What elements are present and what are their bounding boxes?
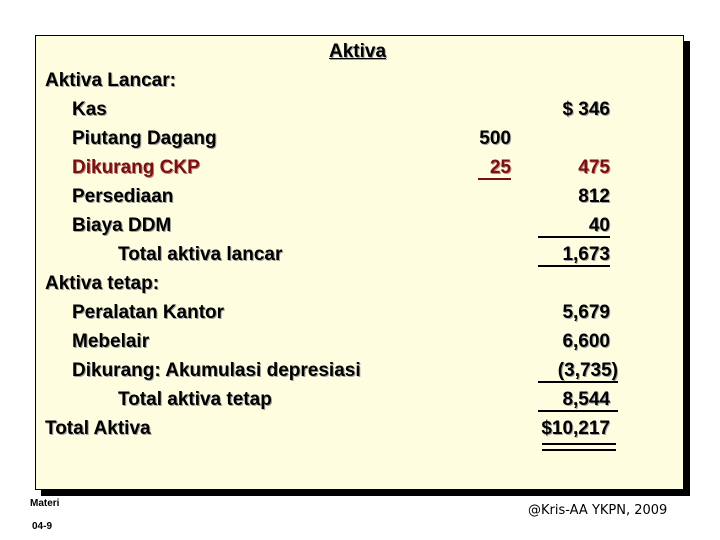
footer-credit: @Kris-AA YKPN, 2009 bbox=[528, 503, 668, 518]
akumulasi-underline bbox=[538, 381, 618, 383]
row-total-biaya-ddm: 40 bbox=[588, 215, 610, 236]
row-label-ckp: Dikurang CKP bbox=[72, 157, 200, 178]
row-label-biaya-ddm: Biaya DDM bbox=[72, 215, 172, 236]
section-header-current-assets: Aktiva Lancar: bbox=[45, 70, 176, 91]
row-total-mebelair: 6,600 bbox=[562, 331, 610, 352]
row-total-total-aktiva: $10,217 bbox=[541, 418, 610, 439]
row-total-total-lancar: 1,673 bbox=[562, 244, 610, 265]
row-label-total-lancar: Total aktiva lancar bbox=[118, 244, 283, 265]
row-total-total-tetap: 8,544 bbox=[562, 389, 610, 410]
total-aktiva-double-underline-top bbox=[542, 443, 616, 445]
section-header-fixed-assets: Aktiva tetap: bbox=[45, 273, 160, 294]
page-title: Aktiva bbox=[329, 41, 387, 62]
row-total-peralatan: 5,679 bbox=[562, 302, 610, 323]
row-label-mebelair: Mebelair bbox=[72, 331, 150, 352]
row-total-kas: $ 346 bbox=[562, 99, 610, 120]
footer-materi: Materi bbox=[30, 498, 60, 509]
row-col1-ckp: 25 bbox=[489, 157, 511, 178]
biaya-ddm-underline bbox=[538, 236, 610, 238]
row-total-ckp: 475 bbox=[578, 157, 610, 178]
row-label-total-tetap: Total aktiva tetap bbox=[118, 389, 272, 410]
total-lancar-underline bbox=[538, 265, 610, 267]
ckp-underline bbox=[478, 178, 511, 180]
row-label-peralatan: Peralatan Kantor bbox=[72, 302, 225, 323]
row-label-akumulasi: Dikurang: Akumulasi depresiasi bbox=[72, 360, 361, 381]
row-col1-piutang: 500 bbox=[479, 128, 511, 149]
total-tetap-underline bbox=[538, 410, 618, 412]
row-total-persediaan: 812 bbox=[578, 186, 610, 207]
row-label-persediaan: Persediaan bbox=[72, 186, 174, 207]
row-total-akumulasi: (3,735) bbox=[557, 360, 618, 381]
row-label-kas: Kas bbox=[72, 99, 107, 120]
total-aktiva-double-underline-bottom bbox=[542, 449, 616, 451]
row-label-piutang: Piutang Dagang bbox=[72, 128, 217, 149]
row-label-total-aktiva: Total Aktiva bbox=[45, 418, 151, 439]
footer-page-number: 04-9 bbox=[32, 521, 53, 532]
